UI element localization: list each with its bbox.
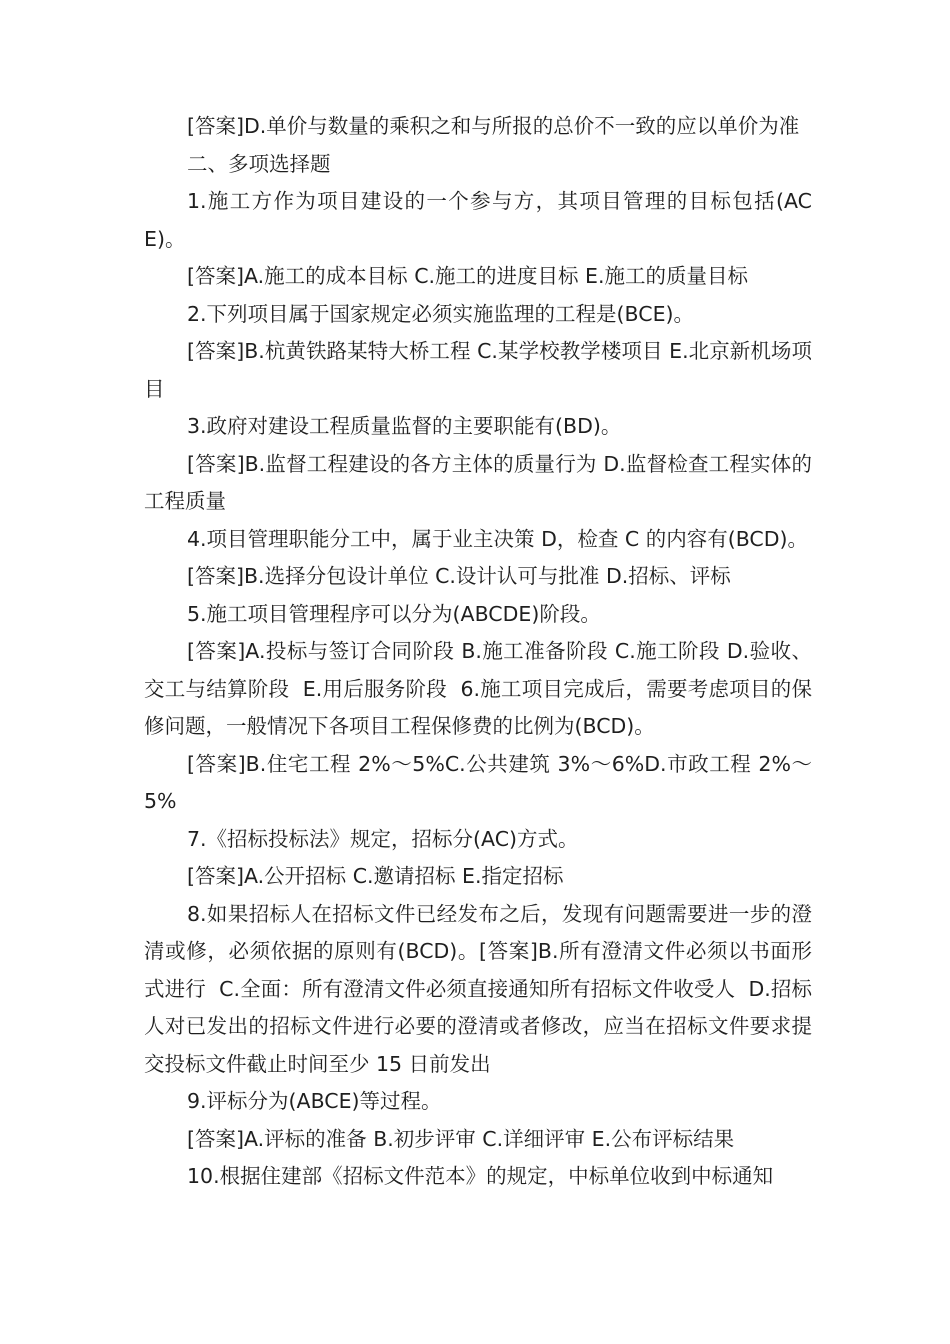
answer-9: [答案]A.评标的准备 B.初步评审 C.详细评审 E.公布评标结果	[187, 1126, 735, 1151]
question-4: 4.项目管理职能分工中，属于业主决策 D，检查 C 的内容有(BCD)。	[187, 526, 809, 551]
document-page	[144, 108, 812, 1196]
question-2: 2.下列项目属于国家规定必须实施监理的工程是(BCE)。	[187, 301, 695, 326]
answer-4: [答案]B.选择分包设计单位 C.设计认可与批准 D.招标、评标	[187, 564, 731, 588]
answer-1: [答案]A.施工的成本目标 C.施工的进度目标 E.施工的质量目标	[187, 264, 749, 288]
section-heading-multiple-choice: 二、多项选择题	[187, 151, 331, 176]
answer-5-question-6: [答案]A.投标与签订合同阶段 B.施工准备阶段 C.施工阶段 D.验收、交工与结算阶段 E.用后服务阶段 6.施工项目完成后，需要考虑项目的保修问题，一般情况下各项目工程保修费的比例为(BCD)。	[144, 639, 812, 738]
question-7: 7.《招标投标法》规定，招标分(AC)方式。	[187, 826, 579, 851]
question-3: 3.政府对建设工程质量监督的主要职能有(BD)。	[187, 414, 622, 438]
answer-paragraph-prev: [答案]D.单价与数量的乘积之和与所报的总价不一致的应以单价为准	[187, 114, 800, 138]
question-1: 1.施工方作为项目建设的一个参与方，其项目管理的目标包括(ACE)。	[144, 189, 812, 251]
answer-2: [答案]B.杭黄铁路某特大桥工程 C.某学校教学楼项目 E.北京新机场项目	[144, 339, 812, 401]
question-answer-8: 8.如果招标人在招标文件已经发布之后，发现有问题需要进一步的澄清或修，必须依据的原则有(BCD)。[答案]B.所有澄清文件必须以书面形式进行 C.全面：所有澄清文件必须直接通知所有招标文件收受人 D.招标人对已发出的招标文件进行必要的澄清或者修改，应当在招标文件要求提交投标文件截止时间至少 15 日前发出	[144, 901, 812, 1076]
question-9: 9.评标分为(ABCE)等过程。	[187, 1089, 442, 1113]
answer-3: [答案]B.监督工程建设的各方主体的质量行为 D.监督检查工程实体的工程质量	[144, 451, 812, 513]
answer-7: [答案]A.公开招标 C.邀请招标 E.指定招标	[187, 864, 564, 888]
question-5: 5.施工项目管理程序可以分为(ABCDE)阶段。	[187, 601, 601, 626]
answer-6: [答案]B.住宅工程 2%～5%C.公共建筑 3%～6%D.市政工程 2%～5%	[144, 751, 812, 813]
question-10: 10.根据住建部《招标文件范本》的规定，中标单位收到中标通知	[187, 1164, 774, 1188]
